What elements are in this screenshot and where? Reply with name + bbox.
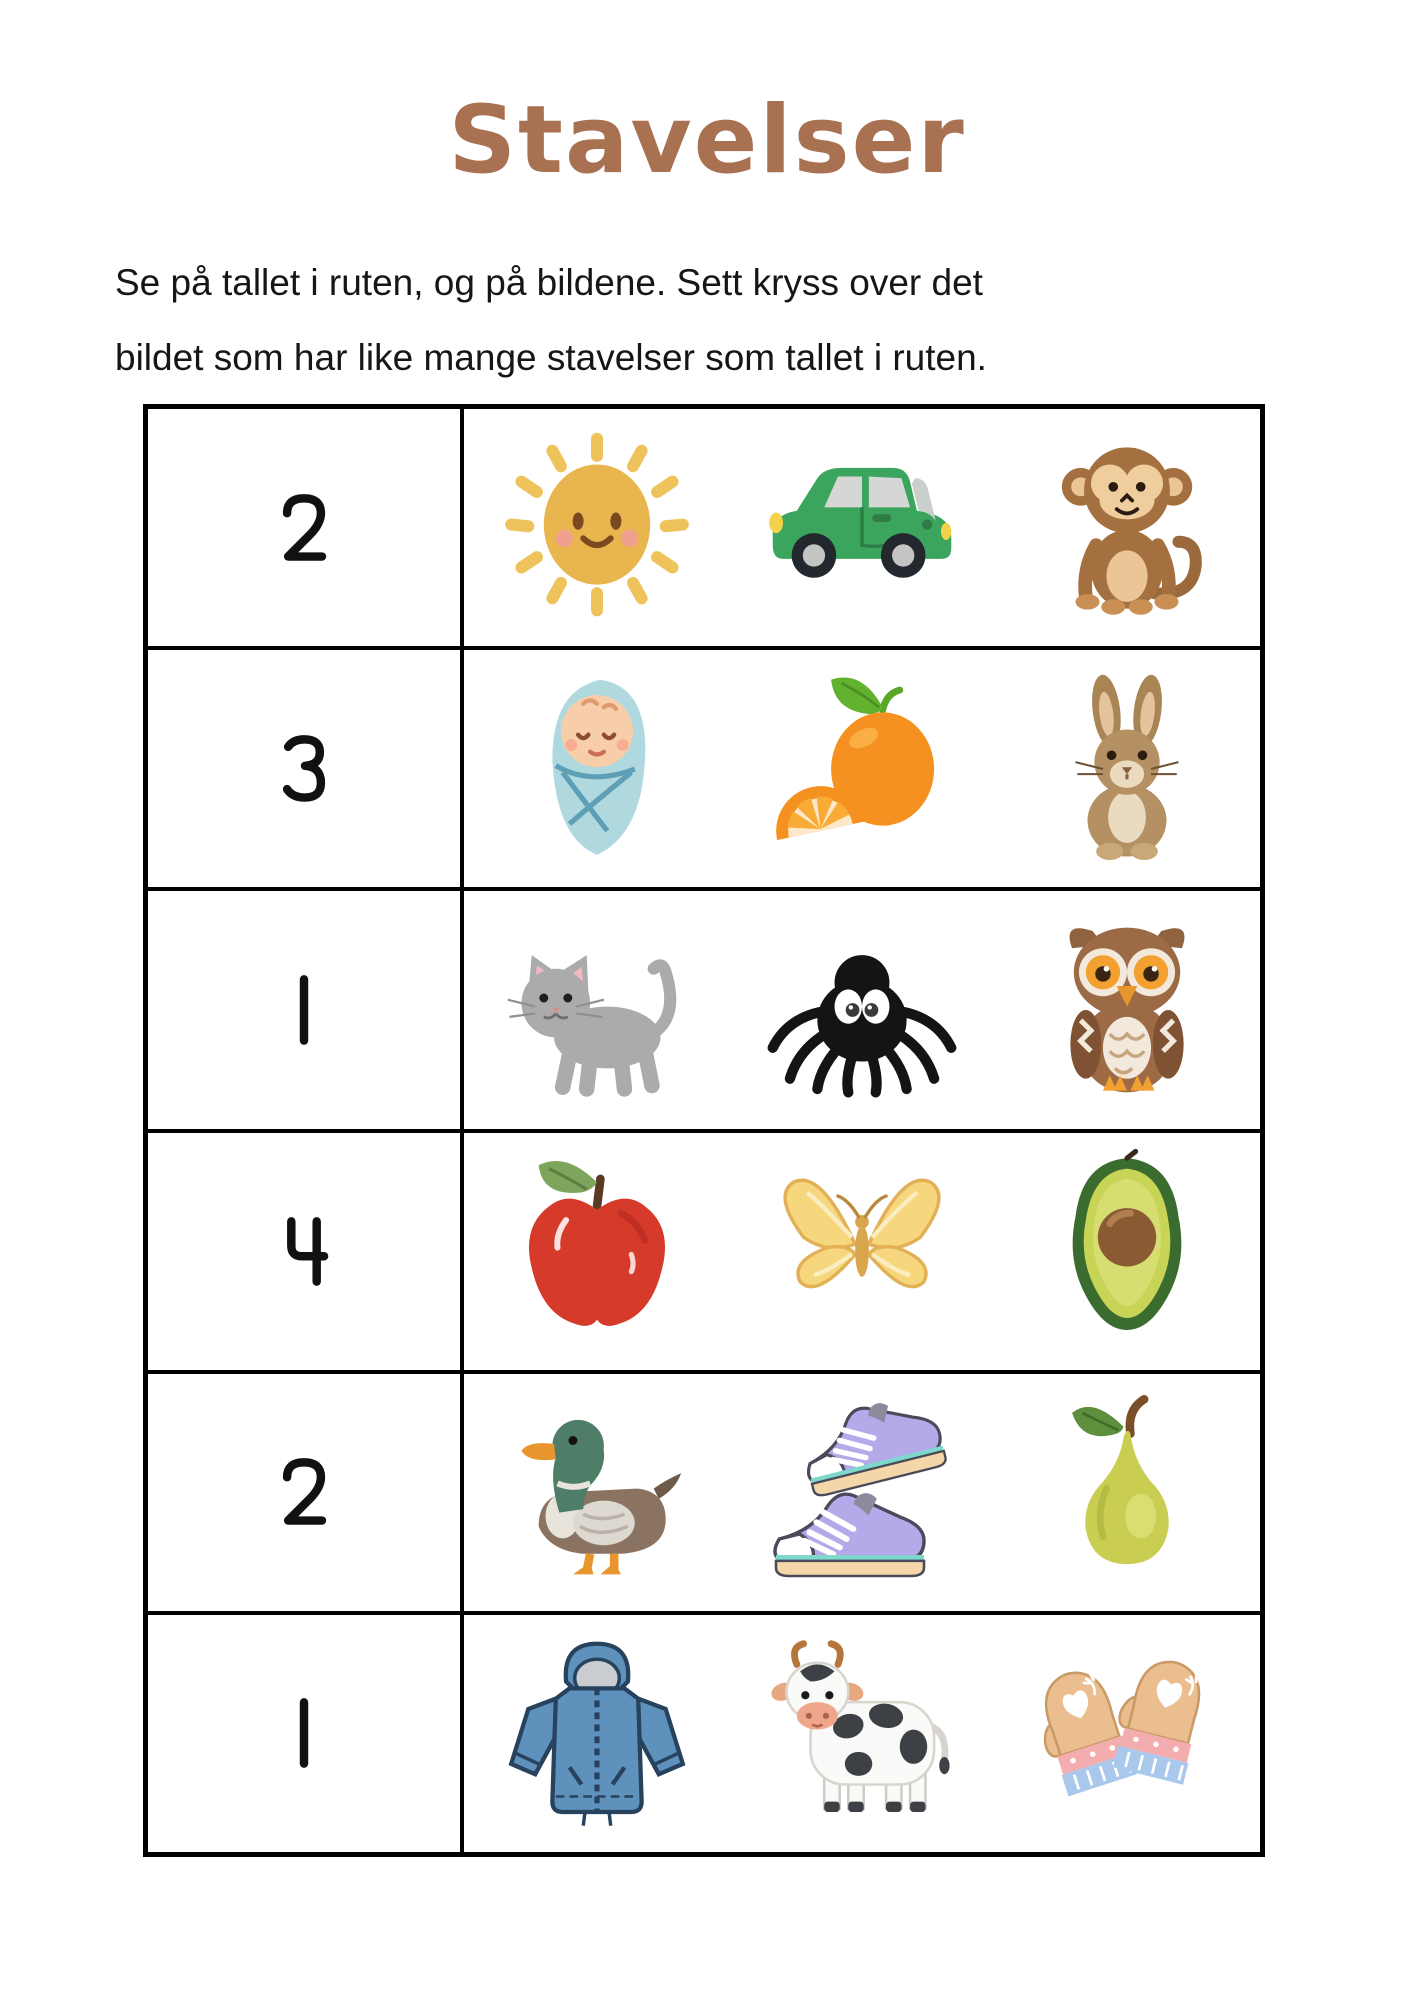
- spider-icon: [744, 907, 980, 1113]
- duck-icon: [479, 1389, 715, 1595]
- syllable-count-digit: [276, 1455, 332, 1529]
- apple-icon: [479, 1148, 715, 1354]
- table-row: [148, 646, 1260, 887]
- instructions-line1: Se på tallet i ruten, og på bildene. Sett kryss over det: [115, 262, 983, 303]
- cow-icon: [744, 1630, 980, 1836]
- image-cell-pear[interactable]: [995, 1374, 1260, 1611]
- table-row: [148, 1370, 1260, 1611]
- table-row: [148, 409, 1260, 646]
- cat-icon: [479, 907, 715, 1113]
- image-cell-monkey[interactable]: [995, 409, 1260, 646]
- image-cell-sneakers[interactable]: [729, 1374, 994, 1611]
- syllable-count-digit: [276, 973, 332, 1047]
- syllable-count-digit: [276, 1214, 332, 1288]
- monkey-icon: [1009, 425, 1245, 631]
- image-cell-rabbit[interactable]: [995, 650, 1260, 887]
- image-cell-duck[interactable]: [464, 1374, 729, 1611]
- orange-icon: [744, 666, 980, 872]
- image-cell-mittens[interactable]: [995, 1615, 1260, 1852]
- page-title: Stavelser: [448, 86, 966, 195]
- syllable-count-cell: [148, 891, 464, 1128]
- image-cell-owl[interactable]: [995, 891, 1260, 1128]
- table-row: [148, 887, 1260, 1128]
- butterfly-icon: [744, 1148, 980, 1354]
- sun-icon: [479, 425, 715, 631]
- syllable-count-digit: [276, 732, 332, 806]
- table-row: [148, 1611, 1260, 1852]
- image-cell-car[interactable]: [729, 409, 994, 646]
- image-cell-apple[interactable]: [464, 1133, 729, 1370]
- image-cell-orange[interactable]: [729, 650, 994, 887]
- image-cell-spider[interactable]: [729, 891, 994, 1128]
- image-cell-sun[interactable]: [464, 409, 729, 646]
- syllable-count-cell: [148, 1374, 464, 1611]
- jacket-icon: [479, 1630, 715, 1836]
- worksheet-table: [143, 404, 1265, 1857]
- image-cell-avocado[interactable]: [995, 1133, 1260, 1370]
- car-icon: [744, 425, 980, 631]
- image-cell-baby[interactable]: [464, 650, 729, 887]
- mittens-icon: [1009, 1630, 1245, 1836]
- instructions-line2: bildet som har like mange stavelser som tallet i ruten.: [115, 337, 987, 378]
- image-cell-jacket[interactable]: [464, 1615, 729, 1852]
- image-cell-cow[interactable]: [729, 1615, 994, 1852]
- image-cell-cat[interactable]: [464, 891, 729, 1128]
- syllable-count-cell: [148, 650, 464, 887]
- table-row: [148, 1129, 1260, 1370]
- syllable-count-digit: [276, 491, 332, 565]
- syllable-count-cell: [148, 1615, 464, 1852]
- baby-icon: [479, 666, 715, 872]
- syllable-count-cell: [148, 1133, 464, 1370]
- sneakers-icon: [744, 1389, 980, 1595]
- syllable-count-digit: [276, 1696, 332, 1770]
- pear-icon: [1009, 1389, 1245, 1595]
- rabbit-icon: [1009, 666, 1245, 872]
- image-cell-butterfly[interactable]: [729, 1133, 994, 1370]
- syllable-count-cell: [148, 409, 464, 646]
- owl-icon: [1009, 907, 1245, 1113]
- avocado-icon: [1009, 1148, 1245, 1354]
